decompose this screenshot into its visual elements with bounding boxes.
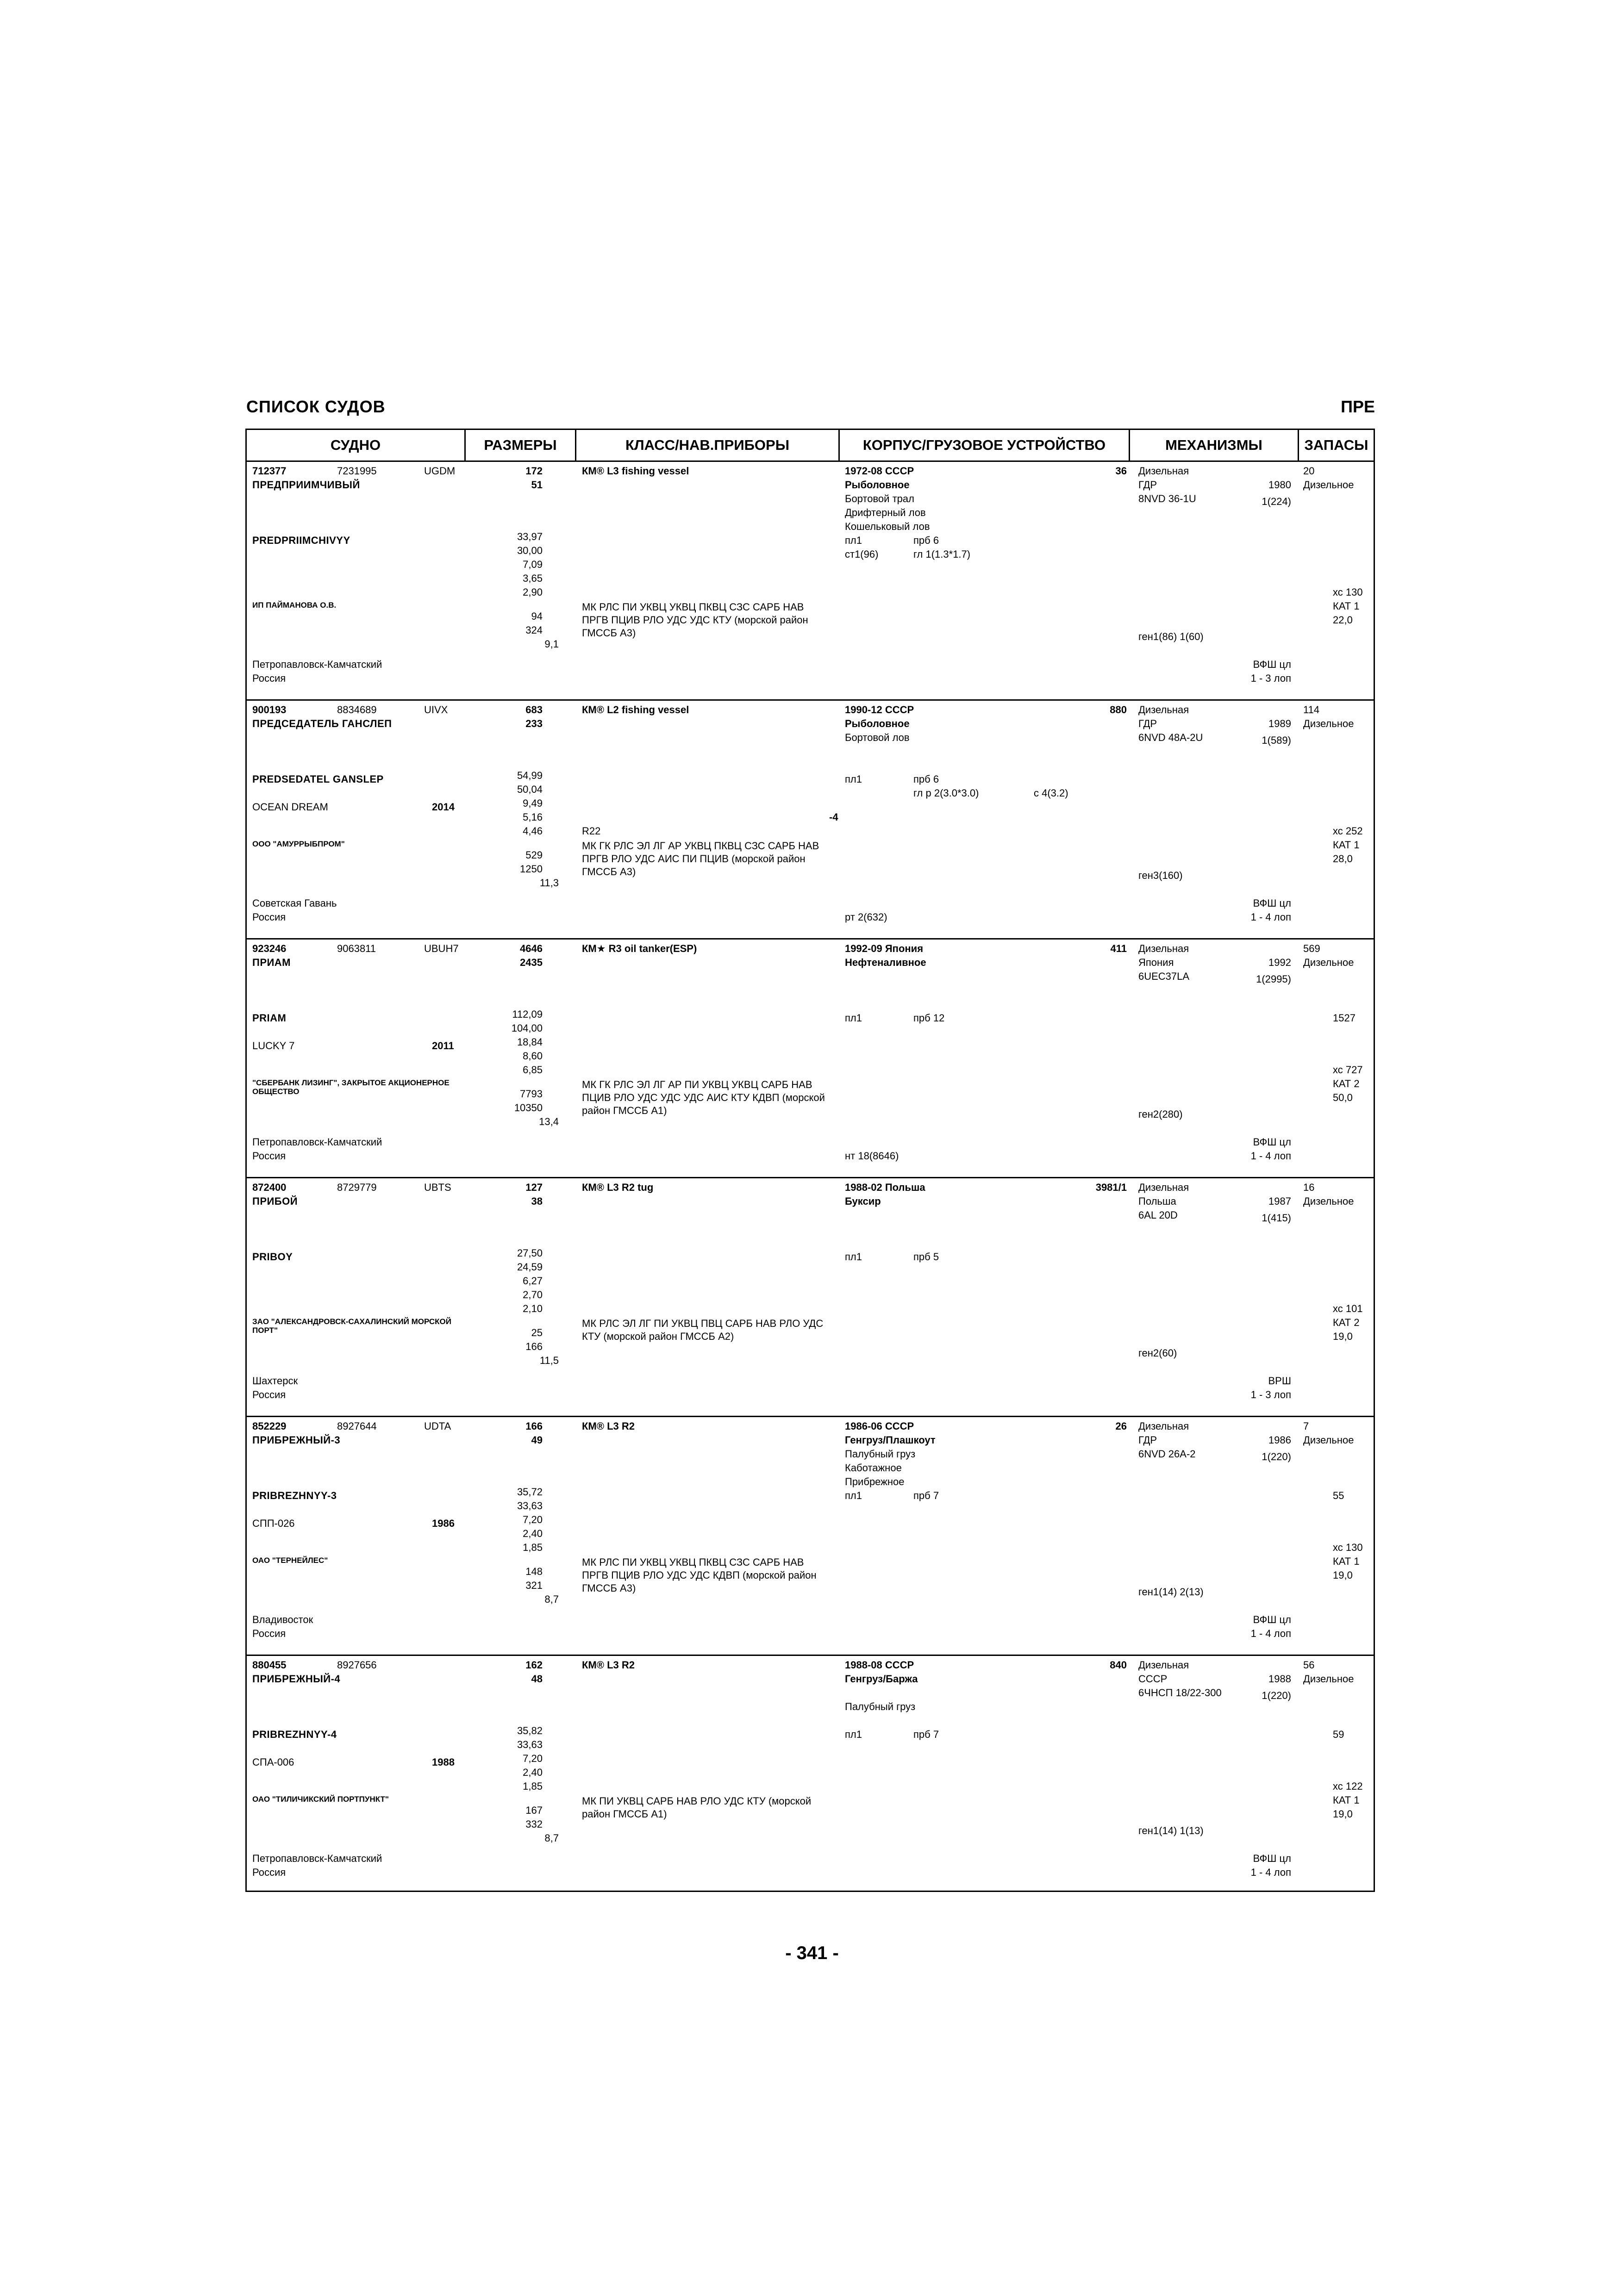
registry-number: 880455 xyxy=(252,1659,287,1671)
engine-model: 6NVD 26A-2 xyxy=(1138,1448,1196,1460)
registry-number: 900193 xyxy=(252,704,287,716)
deadweight-value: 94 xyxy=(531,610,543,622)
call-sign: UIVX xyxy=(424,704,448,716)
former-name-year: 2014 xyxy=(432,801,455,813)
propeller-blades: 1 - 4 лоп xyxy=(1250,1150,1291,1162)
deadweight-value: 25 xyxy=(531,1327,543,1338)
ship-owner: "СБЕРБАНК ЛИЗИНГ", ЗАКРЫТОЕ АКЦИОНЕРНОЕ ОБЩЕСТВО xyxy=(252,1078,450,1096)
yard-number: 36 xyxy=(1115,465,1127,477)
dimension-value: 18,84 xyxy=(517,1036,543,1048)
flag-country: Россия xyxy=(252,1150,286,1162)
propeller-blades: 1 - 3 лоп xyxy=(1250,672,1291,684)
deadweight-value: 529 xyxy=(525,849,543,861)
refrigeration-category: КАТ 1 xyxy=(1333,1794,1360,1806)
dimension-value: 1,85 xyxy=(523,1542,543,1553)
ship-name-latin: PREDPRIIMCHIVYY xyxy=(252,535,350,546)
dimension-value: 6,27 xyxy=(523,1275,543,1287)
call-sign: UGDM xyxy=(424,465,456,477)
generators: ген1(14) 2(13) xyxy=(1138,1586,1204,1598)
fishing-gear: Каботажное xyxy=(845,1462,902,1474)
hatch-info: гл 1(1.3*1.7) xyxy=(913,548,971,560)
imo-number: 8834689 xyxy=(337,704,377,716)
former-name: OCEAN DREAM xyxy=(252,801,328,813)
engine-type: Дизельная xyxy=(1138,1420,1189,1432)
build-date-country: 1988-02 Польша xyxy=(845,1182,925,1193)
dimension-value: 2,70 xyxy=(523,1289,543,1300)
engine-country: ГДР xyxy=(1138,718,1157,729)
class-notation: КМ® L3 R2 tug xyxy=(582,1182,654,1193)
refrigeration-temp: 22,0 xyxy=(1333,614,1353,626)
deck-count: пл1 xyxy=(845,535,862,546)
ship-record xyxy=(247,1178,1374,1417)
vessel-type: Нефтеналивное xyxy=(845,957,926,968)
engine-year: 1989 xyxy=(1268,718,1291,729)
deadweight-value: 324 xyxy=(525,624,543,636)
dimension-value: 2,40 xyxy=(523,1528,543,1539)
deadweight-value: 7793 xyxy=(520,1088,543,1100)
col-header-machinery: МЕХАНИЗМЫ xyxy=(1165,437,1262,453)
ship-name: ПРЕДСЕДАТЕЛЬ ГАНСЛЕП xyxy=(252,718,392,729)
fuel-type: Дизельное xyxy=(1303,1434,1354,1446)
engine-type: Дизельная xyxy=(1138,704,1189,716)
fuel-capacity: 20 xyxy=(1303,465,1315,477)
build-date-country: 1988-08 СССР xyxy=(845,1659,914,1671)
propeller-type: ВРШ xyxy=(1268,1375,1291,1387)
dimension-value: 3,65 xyxy=(523,572,543,584)
call-sign: UDTA xyxy=(424,1420,451,1432)
engine-country: Польша xyxy=(1138,1195,1176,1207)
ship-name-latin: PRIBREZHNYY-4 xyxy=(252,1729,337,1740)
propeller-blades: 1 - 3 лоп xyxy=(1250,1389,1291,1400)
dimension-value: 5,16 xyxy=(523,811,543,823)
deadweight-value: 332 xyxy=(525,1818,543,1830)
fuel-type: Дизельное xyxy=(1303,957,1354,968)
class-notation: КМ★ R3 oil tanker(ESP) xyxy=(582,943,697,954)
dimension-value: 30,00 xyxy=(517,545,543,556)
engine-type: Дизельная xyxy=(1138,1182,1189,1193)
generators: ген1(86) 1(60) xyxy=(1138,631,1204,642)
net-tonnage: 49 xyxy=(531,1434,543,1446)
propeller-type: ВФШ цл xyxy=(1253,1853,1291,1864)
propeller-type: ВФШ цл xyxy=(1253,1136,1291,1148)
refrigeration: хс 130 xyxy=(1333,1542,1363,1553)
class-notation: КМ® L3 fishing vessel xyxy=(582,465,689,477)
engine-type: Дизельная xyxy=(1138,1659,1189,1671)
dimension-value: 2,40 xyxy=(523,1767,543,1778)
dimension-value: 2,10 xyxy=(523,1303,543,1314)
class-notation: КМ® L3 R2 xyxy=(582,1659,635,1671)
section-letters: ПРЕ xyxy=(1341,397,1375,416)
deadweight-value: 166 xyxy=(525,1341,543,1352)
refrigeration: хс 727 xyxy=(1333,1064,1363,1076)
yard-number: 880 xyxy=(1110,704,1127,716)
refrigeration: хс 130 xyxy=(1333,586,1363,598)
fuel-type: Дизельное xyxy=(1303,1673,1354,1685)
engine-year: 1992 xyxy=(1268,957,1291,968)
refrigeration: хс 252 xyxy=(1333,825,1363,837)
navigation-equipment: МК ПИ УКВЦ САРБ НАВ РЛО УДС КТУ (морской район ГМССБ А1) xyxy=(582,1795,812,1820)
dimension-value: 24,59 xyxy=(517,1261,543,1273)
call-sign: UBUH7 xyxy=(424,943,459,954)
fishing-gear: Бортовой лов xyxy=(845,732,910,743)
dimension-value: 27,50 xyxy=(517,1247,543,1259)
yard-number: 3981/1 xyxy=(1095,1182,1127,1193)
engine-model: 8NVD 36-1U xyxy=(1138,493,1196,504)
navigation-equipment: МК ГК РЛС ЭЛ ЛГ АР УКВЦ ПКВЦ СЗС САРБ НАВ ПРГВ РЛО УДС АИС ПИ ПЦИВ (морской район ГМССБ А3) xyxy=(582,840,819,877)
flag-country: Россия xyxy=(252,1628,286,1639)
dimension-value: 104,00 xyxy=(511,1022,543,1034)
refrigeration-category: КАТ 1 xyxy=(1333,1556,1360,1567)
deck-count: пл1 xyxy=(845,773,862,785)
ship-name-latin: PREDSEDATEL GANSLEP xyxy=(252,773,384,785)
fishing-gear: Кошельковый лов xyxy=(845,521,930,532)
propeller-type: ВФШ цл xyxy=(1253,1614,1291,1625)
bulkheads: прб 6 xyxy=(913,535,939,546)
former-name: СПА-006 xyxy=(252,1756,294,1768)
fuel-extra: 55 xyxy=(1333,1490,1344,1501)
engine-year: 1980 xyxy=(1268,479,1291,491)
vessel-type: Генгруз/Плашкоут xyxy=(845,1434,936,1446)
ship-name: ПРЕДПРИИМЧИВЫЙ xyxy=(252,479,360,491)
engine-power: 1(224) xyxy=(1262,496,1291,507)
gross-tonnage: 172 xyxy=(525,465,543,477)
refrigeration: хс 101 xyxy=(1333,1303,1363,1314)
home-port: Петропавловск-Камчатский xyxy=(252,1136,382,1148)
former-name-year: 1988 xyxy=(432,1756,455,1768)
col-header-class: КЛАСС/НАВ.ПРИБОРЫ xyxy=(625,437,790,453)
cargo-gear: ст1(96) xyxy=(845,548,879,560)
engine-type: Дизельная xyxy=(1138,465,1189,477)
engine-power: 1(589) xyxy=(1262,734,1291,746)
former-name: LUCKY 7 xyxy=(252,1040,295,1052)
ship-record xyxy=(247,1656,1374,1895)
former-name: СПП-026 xyxy=(252,1518,295,1529)
engine-type: Дизельная xyxy=(1138,943,1189,954)
col-header-dimensions: РАЗМЕРЫ xyxy=(484,437,557,453)
fuel-type: Дизельное xyxy=(1303,479,1354,491)
bulkheads: прб 7 xyxy=(913,1729,939,1740)
home-port: Шахтерск xyxy=(252,1375,298,1387)
propeller-blades: 1 - 4 лоп xyxy=(1250,1867,1291,1878)
ship-owner: ООО "АМУРРЫБПРОМ" xyxy=(252,840,345,848)
dimension-value: 54,99 xyxy=(517,770,543,781)
refrigeration-category: КАТ 2 xyxy=(1333,1317,1360,1328)
refrigeration-temp: 19,0 xyxy=(1333,1331,1353,1342)
speed-value: 11,5 xyxy=(539,1355,559,1366)
hatch-extra: с 4(3.2) xyxy=(1034,787,1068,799)
bulkheads: прб 6 xyxy=(913,773,939,785)
deck-count: пл1 xyxy=(845,1251,862,1263)
fuel-capacity: 569 xyxy=(1303,943,1320,954)
page-number: - 341 - xyxy=(785,1943,839,1963)
imo-number: 8927656 xyxy=(337,1659,377,1671)
navigation-equipment: МК ГК РЛС ЭЛ ЛГ АР ПИ УКВЦ УКВЦ САРБ НАВ ПЦИВ РЛО УДС УДС УДС АИС КТУ КДВП (морской район ГМССБ А1) xyxy=(582,1079,825,1116)
net-tonnage: 48 xyxy=(531,1673,543,1685)
build-date-country: 1990-12 СССР xyxy=(845,704,914,716)
dimension-value: 8,60 xyxy=(523,1050,543,1062)
engine-country: ГДР xyxy=(1138,1434,1157,1446)
refrigeration-category: КАТ 2 xyxy=(1333,1078,1360,1089)
vessel-type: Генгруз/Баржа xyxy=(845,1673,918,1685)
fuel-extra: 59 xyxy=(1333,1729,1344,1740)
ship-name: ПРИБОЙ xyxy=(252,1195,298,1207)
dimension-value: 112,09 xyxy=(512,1008,543,1020)
engine-country: СССР xyxy=(1138,1673,1168,1685)
deadweight-value: 1250 xyxy=(520,863,543,875)
propeller-blades: 1 - 4 лоп xyxy=(1250,911,1291,923)
deadweight-value: 148 xyxy=(525,1566,543,1577)
flag-country: Россия xyxy=(252,1867,286,1878)
ship-name-latin: PRIAM xyxy=(252,1012,287,1024)
dimension-value: 50,04 xyxy=(517,784,543,795)
gross-tonnage: 162 xyxy=(525,1659,543,1671)
speed-value: 8,7 xyxy=(544,1832,559,1844)
ship-name-latin: PRIBREZHNYY-3 xyxy=(252,1490,337,1501)
fuel-capacity: 56 xyxy=(1303,1659,1315,1671)
refrigeration-category: КАТ 1 xyxy=(1333,600,1360,612)
deck-count: пл1 xyxy=(845,1729,862,1740)
refrigeration-category: КАТ 1 xyxy=(1333,839,1360,851)
registry-number: 872400 xyxy=(252,1182,287,1193)
gross-tonnage: 166 xyxy=(525,1420,543,1432)
class-notation: КМ® L2 fishing vessel xyxy=(582,704,689,716)
navigation-equipment: МК РЛС ЭЛ ЛГ ПИ УКВЦ ПВЦ САРБ НАВ РЛО УДС КТУ (морской район ГМССБ А2) xyxy=(582,1318,824,1342)
imo-number: 9063811 xyxy=(337,943,376,954)
propeller-blades: 1 - 4 лоп xyxy=(1250,1628,1291,1639)
flag-country: Россия xyxy=(252,911,286,923)
gross-tonnage: 683 xyxy=(525,704,543,716)
gross-tonnage: 4646 xyxy=(520,943,543,954)
deck-count: пл1 xyxy=(845,1490,862,1501)
refrigeration: хс 122 xyxy=(1333,1780,1363,1792)
generators: ген1(14) 1(13) xyxy=(1138,1825,1204,1836)
dimension-value: 35,82 xyxy=(517,1725,543,1736)
vessel-type: Буксир xyxy=(845,1195,881,1207)
bulkheads: прб 5 xyxy=(913,1251,939,1263)
ship-name: ПРИБРЕЖНЫЙ-4 xyxy=(252,1673,341,1685)
deck-count: пл1 xyxy=(845,1012,862,1024)
dimension-value: 2,90 xyxy=(523,586,543,598)
yard-number: 26 xyxy=(1115,1420,1127,1432)
former-name-year: 2011 xyxy=(432,1040,454,1052)
fuel-capacity: 7 xyxy=(1303,1420,1309,1432)
engine-year: 1988 xyxy=(1268,1673,1291,1685)
fuel-capacity: 114 xyxy=(1303,704,1320,716)
bulkheads: прб 12 xyxy=(913,1012,945,1024)
fuel-capacity: 16 xyxy=(1303,1182,1315,1193)
refrigeration-temp: 19,0 xyxy=(1333,1808,1353,1820)
flag-country: Россия xyxy=(252,1389,286,1400)
ship-owner: ОАО "ТИЛИЧИКСКИЙ ПОРТПУНКТ" xyxy=(252,1795,389,1804)
engine-power: 1(220) xyxy=(1262,1451,1291,1462)
col-header-vessel: СУДНО xyxy=(330,437,381,453)
ship-name-latin: PRIBOY xyxy=(252,1251,293,1263)
call-sign: UBTS xyxy=(424,1182,451,1193)
registry-number: 923246 xyxy=(252,943,287,954)
build-date-country: 1992-09 Япония xyxy=(845,943,924,954)
ship-name: ПРИАМ xyxy=(252,957,291,968)
col-header-hull: КОРПУС/ГРУЗОВОЕ УСТРОЙСТВО xyxy=(862,437,1106,453)
deadweight-value: 321 xyxy=(525,1580,543,1591)
ship-owner: ИП ПАЙМАНОВА О.В. xyxy=(252,601,337,610)
speed-value: 9,1 xyxy=(544,638,559,650)
class-notation: КМ® L3 R2 xyxy=(582,1420,635,1432)
speed-value: 8,7 xyxy=(544,1593,559,1605)
dimension-value: 7,20 xyxy=(523,1514,543,1525)
dimension-value: 7,20 xyxy=(523,1753,543,1764)
ship-record xyxy=(247,940,1374,1178)
fishing-gear: Бортовой трал xyxy=(845,493,914,504)
engine-model: 6UEC37LA xyxy=(1138,971,1190,982)
ship-name: ПРИБРЕЖНЫЙ-3 xyxy=(252,1434,341,1446)
dimension-value: 1,85 xyxy=(523,1780,543,1792)
home-port: Владивосток xyxy=(252,1614,313,1625)
flag-country: Россия xyxy=(252,672,286,684)
net-tonnage: 233 xyxy=(525,718,543,729)
home-port: Петропавловск-Камчатский xyxy=(252,1853,382,1864)
fuel-extra: 1527 xyxy=(1333,1012,1355,1024)
imo-number: 7231995 xyxy=(337,465,377,477)
navigation-equipment: МК РЛС ПИ УКВЦ УКВЦ ПКВЦ СЗС САРБ НАВ ПРГВ ПЦИВ РЛО УДС УДС КТУ (морской район ГМССБ А3) xyxy=(582,601,808,639)
refrigeration-temp: 50,0 xyxy=(1333,1092,1353,1103)
fuel-type: Дизельное xyxy=(1303,1195,1354,1207)
gross-tonnage: 127 xyxy=(525,1182,543,1193)
yard-number: 411 xyxy=(1110,943,1127,954)
deadweight-value: 10350 xyxy=(514,1102,543,1114)
net-tonnage: 51 xyxy=(531,479,543,491)
net-tonnage: 38 xyxy=(531,1195,543,1207)
ship-record xyxy=(247,701,1374,940)
engine-model: 6AL 20D xyxy=(1138,1209,1178,1221)
imo-number: 8729779 xyxy=(337,1182,377,1193)
engine-country: Япония xyxy=(1138,957,1174,968)
fishing-gear: Палубный груз xyxy=(845,1448,916,1460)
page-title: СПИСОК СУДОВ xyxy=(246,397,386,416)
ship-record xyxy=(247,462,1374,701)
refrigeration-temp: 28,0 xyxy=(1333,853,1353,865)
build-date-country: 1986-06 СССР xyxy=(845,1420,914,1432)
class-extra: R22 xyxy=(582,825,601,837)
home-port: Петропавловск-Камчатский xyxy=(252,659,382,670)
speed-value: 11,3 xyxy=(539,877,559,889)
ship-register-table xyxy=(245,429,1375,1892)
deadweight-value: 167 xyxy=(525,1804,543,1816)
generators: ген2(280) xyxy=(1138,1108,1183,1120)
hatch-info: гл р 2(3.0*3.0) xyxy=(913,787,979,799)
propeller-type: ВФШ цл xyxy=(1253,659,1291,670)
registry-number: 852229 xyxy=(252,1420,287,1432)
engine-power: 1(220) xyxy=(1262,1690,1291,1701)
col-header-stores: ЗАПАСЫ xyxy=(1304,437,1368,453)
propeller-type: ВФШ цл xyxy=(1253,897,1291,909)
refrigeration-temp: 19,0 xyxy=(1333,1569,1353,1581)
hold-capacity: нт 18(8646) xyxy=(845,1150,899,1162)
fishing-gear: Палубный груз xyxy=(845,1701,916,1712)
dimension-value: 33,63 xyxy=(517,1739,543,1750)
dimension-value: 33,63 xyxy=(517,1500,543,1512)
speed-value: 13,4 xyxy=(539,1116,559,1127)
fishing-gear: Дрифтерный лов xyxy=(845,507,926,518)
fishing-gear: Прибрежное xyxy=(845,1476,905,1487)
dimension-value: 7,09 xyxy=(523,559,543,570)
imo-number: 8927644 xyxy=(337,1420,377,1432)
home-port: Советская Гавань xyxy=(252,897,337,909)
fuel-type: Дизельное xyxy=(1303,718,1354,729)
dimension-value: 6,85 xyxy=(523,1064,543,1076)
dimension-value: 35,72 xyxy=(517,1486,543,1498)
engine-year: 1986 xyxy=(1268,1434,1291,1446)
yard-number: 840 xyxy=(1110,1659,1127,1671)
engine-power: 1(2995) xyxy=(1256,973,1291,985)
bulkheads: прб 7 xyxy=(913,1490,939,1501)
class-note: -4 xyxy=(829,811,838,823)
ship-owner: ЗАО "АЛЕКСАНДРОВСК-САХАЛИНСКИЙ МОРСКОЙ ПОРТ" xyxy=(252,1317,451,1335)
dimension-value: 4,46 xyxy=(523,825,543,837)
former-name-year: 1986 xyxy=(432,1518,455,1529)
vessel-type: Рыболовное xyxy=(845,479,910,491)
engine-model: 6NVD 48A-2U xyxy=(1138,732,1203,743)
registry-number: 712377 xyxy=(252,465,287,477)
ship-record xyxy=(247,1417,1374,1656)
generators: ген3(160) xyxy=(1138,870,1183,881)
engine-power: 1(415) xyxy=(1262,1212,1291,1224)
ship-owner: ОАО "ТЕРНЕЙЛЕС" xyxy=(252,1556,328,1565)
engine-year: 1987 xyxy=(1268,1195,1291,1207)
dimension-value: 33,97 xyxy=(517,531,543,542)
net-tonnage: 2435 xyxy=(520,957,543,968)
dimension-value: 9,49 xyxy=(523,797,543,809)
hold-capacity: рт 2(632) xyxy=(845,911,887,923)
engine-model: 6ЧНСП 18/22-300 xyxy=(1138,1687,1222,1699)
engine-country: ГДР xyxy=(1138,479,1157,491)
build-date-country: 1972-08 СССР xyxy=(845,465,914,477)
generators: ген2(60) xyxy=(1138,1347,1177,1359)
vessel-type: Рыболовное xyxy=(845,718,910,729)
navigation-equipment: МК РЛС ПИ УКВЦ УКВЦ ПКВЦ СЗС САРБ НАВ ПРГВ ПЦИВ РЛО УДС УДС КДВП (морской район ГМССБ А3) xyxy=(582,1556,817,1594)
